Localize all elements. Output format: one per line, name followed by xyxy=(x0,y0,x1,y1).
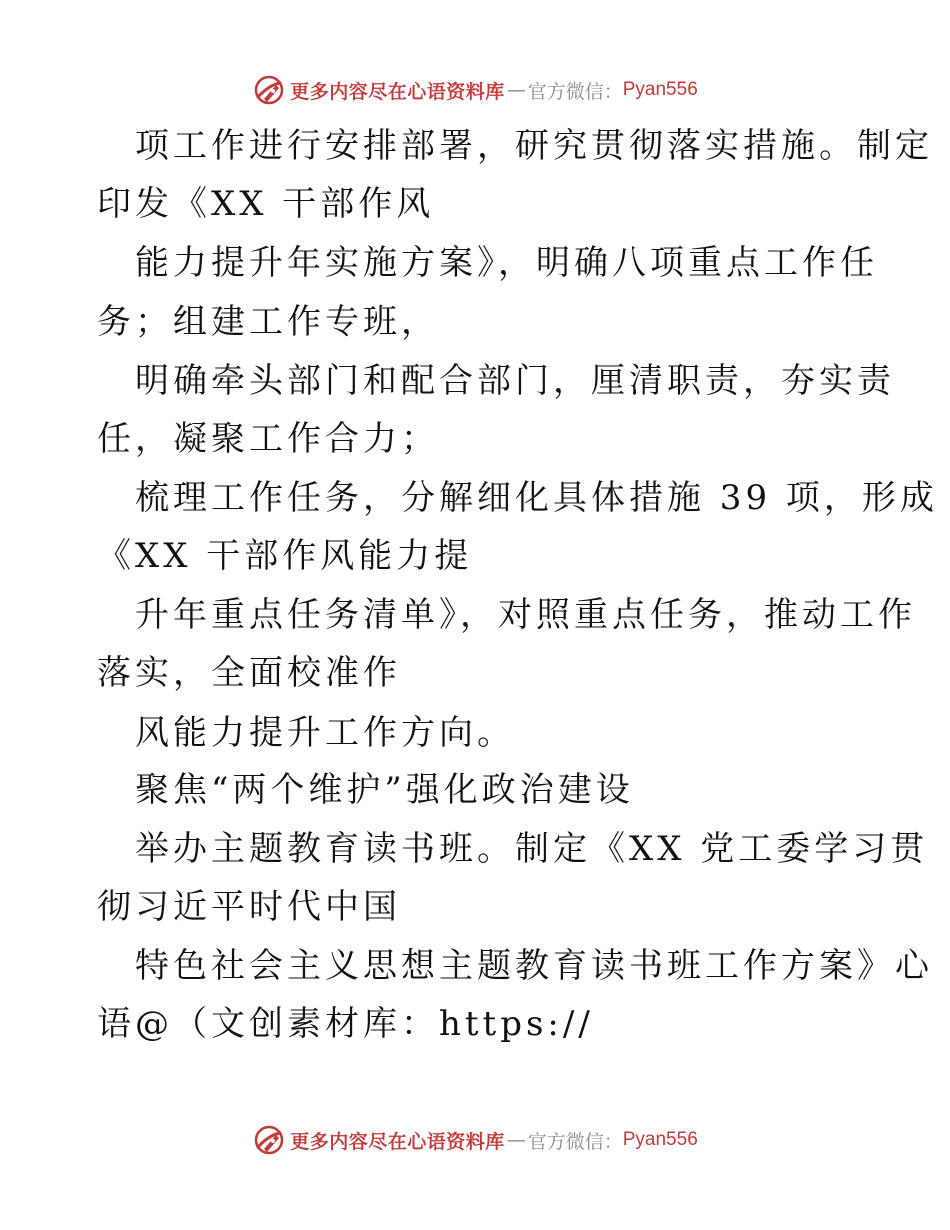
body-line: 升年重点任务清单》，对照重点任务，推动工作 xyxy=(135,595,916,635)
pen-logo-icon xyxy=(252,1123,286,1157)
header-wechat-label: 官方微信： xyxy=(527,80,623,103)
footer-banner-text: 更多内容尽在心语资料库 xyxy=(290,1130,505,1153)
body-line: 落实，全面校准作 xyxy=(97,653,401,693)
body-line: 《XX 干部作风能力提 xyxy=(97,536,473,576)
body-line: 语@（文创素材库：https:// xyxy=(97,1004,594,1044)
body-line: 彻习近平时代中国 xyxy=(97,887,401,927)
body-line: 务；组建工作专班， xyxy=(97,302,439,342)
footer-wechat-label: 官方微信： xyxy=(527,1130,623,1153)
body-line: 举办主题教育读书班。制定《XX 党工委学习贯 xyxy=(135,829,929,869)
header-watermark-banner xyxy=(0,70,950,110)
footer-banner-separator: — xyxy=(506,1129,526,1151)
body-line: 印发《XX 干部作风 xyxy=(97,184,435,224)
body-line: 风能力提升工作方向。 xyxy=(135,713,515,753)
header-banner-separator: — xyxy=(506,79,526,101)
body-line: 任，凝聚工作合力； xyxy=(97,419,439,459)
body-line: 项工作进行安排部署，研究贯彻落实措施。制定 xyxy=(135,126,933,166)
body-heading: 聚焦“两个维护”强化政治建设 xyxy=(135,770,634,810)
footer-watermark-banner xyxy=(0,1120,950,1160)
body-line: 明确牵头部门和配合部门，厘清职责，夯实责 xyxy=(135,361,895,401)
header-banner-text: 更多内容尽在心语资料库 xyxy=(290,80,505,103)
body-line: 特色社会主义思想主题教育读书班工作方案》心 xyxy=(135,946,933,986)
body-line: 梳理工作任务，分解细化具体措施 39 项，形成 xyxy=(135,478,938,518)
body-line: 能力提升年实施方案》，明确八项重点工作任 xyxy=(135,243,878,283)
footer-wechat-id: Pyan556 xyxy=(622,1129,698,1150)
header-wechat-id: Pyan556 xyxy=(622,79,698,100)
pen-logo-icon xyxy=(252,73,286,107)
